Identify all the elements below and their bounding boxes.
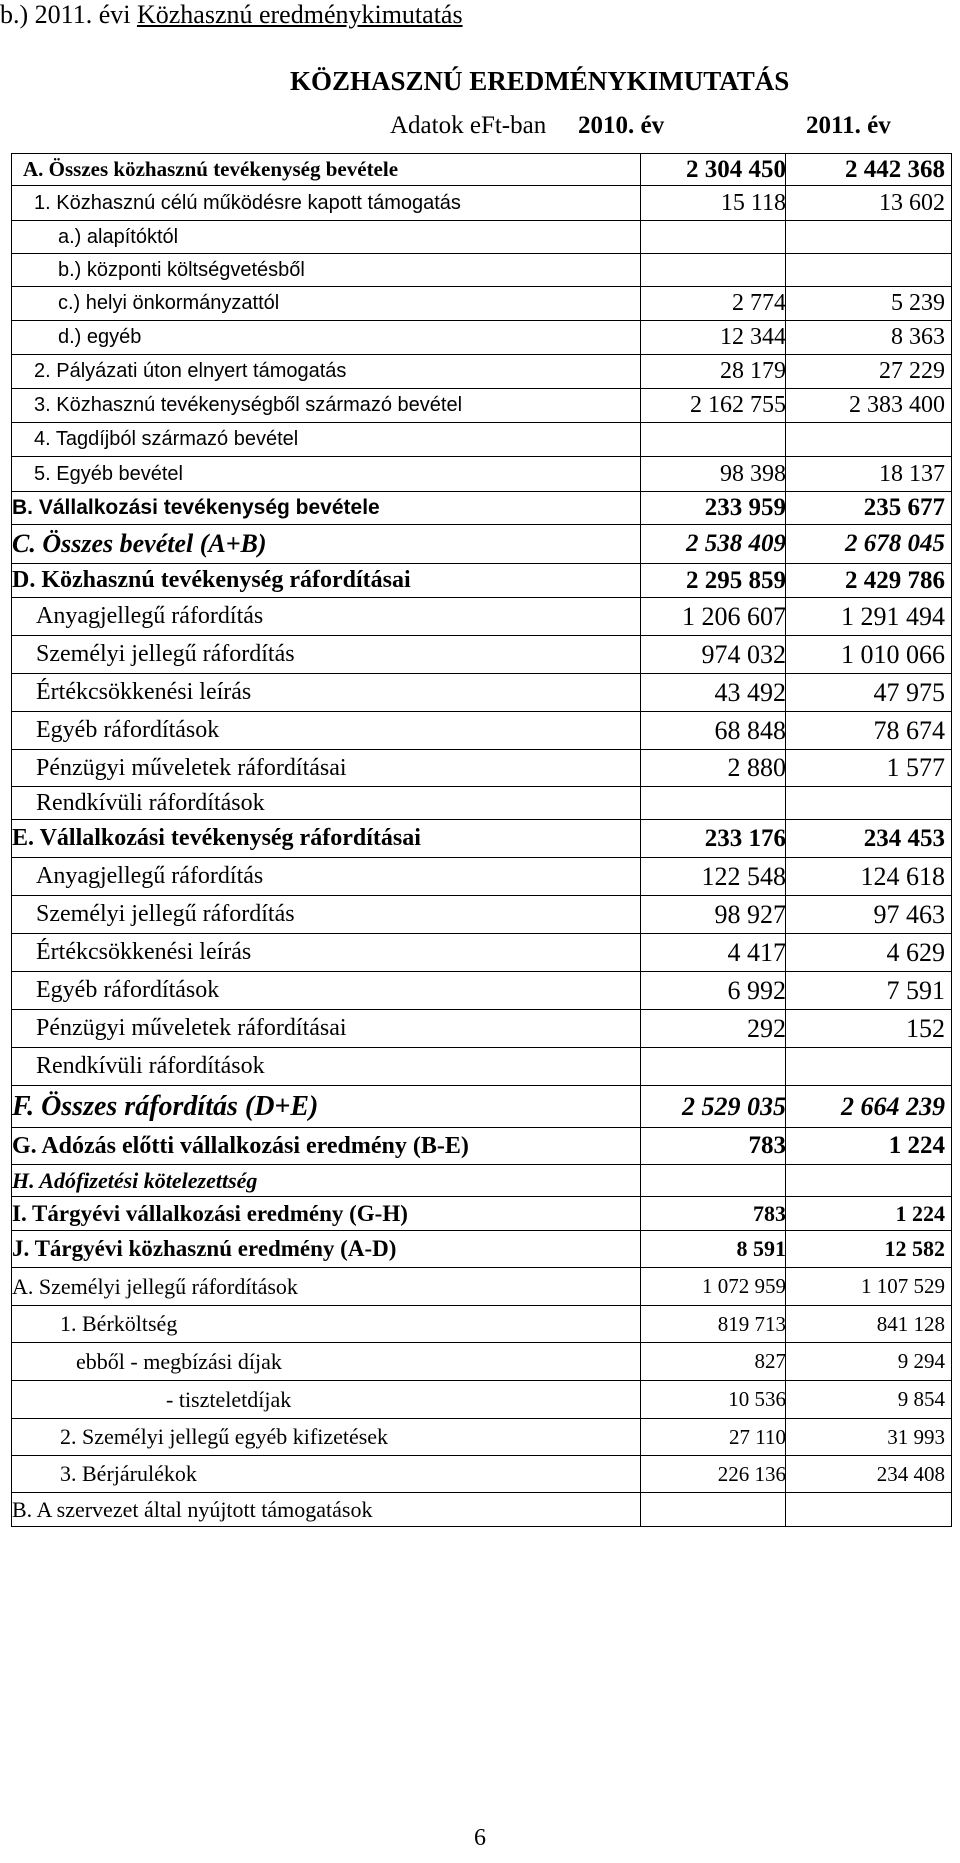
column-divider (785, 1128, 786, 1164)
column-divider (785, 1010, 786, 1047)
value-2011: 841 128 (876, 1311, 945, 1336)
column-divider (785, 321, 786, 354)
row-label: 3. Közhasznú tevékenységből származó bevétel (34, 394, 463, 416)
column-divider (785, 1419, 786, 1455)
column-divider (785, 389, 786, 422)
table-row (11, 934, 952, 972)
value-2011: 1 291 494 (841, 601, 945, 631)
value-2010: 98 927 (714, 899, 786, 929)
value-2011: 18 137 (879, 460, 945, 487)
column-divider (785, 1343, 786, 1380)
value-2011: 1 577 (886, 753, 945, 782)
value-2011: 5 239 (891, 290, 945, 316)
row-label: c.) helyi önkormányzattól (58, 292, 280, 314)
table-row (11, 1343, 952, 1381)
column-divider (785, 787, 786, 819)
row-label: a.) alapítóktól (58, 225, 179, 248)
value-2011 (795, 254, 945, 286)
value-2011: 2 678 045 (845, 530, 945, 557)
row-label: Pénzügyi műveletek ráfordításai (36, 1015, 347, 1041)
value-2010: 2 162 755 (690, 392, 786, 418)
column-divider (785, 154, 786, 185)
column-divider (785, 1306, 786, 1342)
value-2010: 6 992 (727, 975, 786, 1005)
row-label: A. Összes közhasznú tevékenység bevétele (23, 157, 399, 181)
column-divider (785, 492, 786, 524)
column-divider (785, 1165, 786, 1196)
column-divider (785, 1381, 786, 1418)
column-divider (785, 636, 786, 673)
row-label: Személyi jellegű ráfordítás (36, 641, 295, 667)
table-row (11, 1197, 952, 1231)
value-2011: 13 602 (879, 189, 945, 216)
value-2010: 4 417 (727, 937, 786, 967)
value-2010: 68 848 (714, 715, 786, 745)
row-label: Rendkívüli ráfordítások (36, 789, 265, 816)
value-2011: 2 429 786 (845, 566, 945, 594)
value-2010 (636, 221, 786, 253)
column-divider (785, 423, 786, 456)
value-2010: 292 (747, 1013, 786, 1043)
value-2010 (636, 254, 786, 286)
value-2010 (636, 423, 786, 456)
row-label: Egyéb ráfordítások (36, 977, 220, 1003)
table-row (11, 820, 952, 858)
column-divider (785, 712, 786, 749)
value-2010: 2 880 (727, 753, 786, 782)
table-row (11, 1165, 952, 1197)
value-2011 (795, 221, 945, 253)
value-2010: 2 295 859 (686, 566, 786, 594)
row-label: ebből - megbízási díjak (76, 1348, 282, 1374)
value-2010 (636, 1048, 786, 1085)
value-2011: 1 224 (895, 1200, 945, 1226)
column-divider (785, 525, 786, 563)
value-2010: 974 032 (701, 639, 786, 669)
table-row (11, 712, 952, 750)
column-divider (785, 750, 786, 786)
value-2010: 233 959 (704, 494, 786, 521)
column-divider (785, 1493, 786, 1526)
table-row (11, 1419, 952, 1456)
column-divider (785, 896, 786, 933)
value-2011: 9 854 (897, 1387, 945, 1411)
table-row (11, 858, 952, 896)
row-label: B. Vállalkozási tevékenység bevétele (12, 496, 380, 519)
value-2011: 2 664 239 (841, 1091, 945, 1121)
row-label: D. Közhasznú tevékenység ráfordításai (12, 567, 411, 593)
table-row (11, 972, 952, 1010)
table-row (11, 564, 952, 598)
value-2010: 8 591 (736, 1236, 786, 1261)
column-divider (785, 1268, 786, 1305)
table-row (11, 1268, 952, 1306)
row-label: Anyagjellegű ráfordítás (36, 603, 264, 629)
value-2010: 827 (754, 1349, 786, 1373)
table-row (11, 525, 952, 564)
value-2010: 783 (753, 1200, 786, 1226)
row-label: Egyéb ráfordítások (36, 717, 220, 743)
value-2011: 27 229 (879, 358, 945, 384)
section-heading-prefix: b.) 2011. évi (0, 0, 137, 29)
value-2011: 152 (906, 1013, 945, 1043)
column-header-2011: 2011. év (806, 112, 891, 139)
row-label: - tiszteletdíjak (166, 1386, 292, 1412)
section-heading-title: Közhasznú eredménykimutatás (136, 0, 463, 29)
row-label: Pénzügyi műveletek ráfordításai (36, 754, 347, 781)
table-row (11, 1086, 952, 1128)
column-divider (785, 674, 786, 711)
value-2011: 1 010 066 (841, 639, 945, 669)
row-label: G. Adózás előtti vállalkozási eredmény (B-E) (12, 1132, 469, 1159)
value-2010: 28 179 (720, 358, 786, 384)
column-divider (785, 186, 786, 220)
value-2011 (795, 1165, 945, 1196)
column-divider (785, 972, 786, 1009)
row-label: 2. Pályázati úton elnyert támogatás (34, 360, 347, 382)
value-2011: 1 107 529 (861, 1274, 945, 1298)
value-2011: 97 463 (873, 899, 945, 929)
row-label: I. Tárgyévi vállalkozási eredmény (G-H) (12, 1200, 408, 1226)
income-statement-table (11, 153, 952, 1527)
table-row (11, 1381, 952, 1419)
table-row (11, 457, 952, 492)
row-label: A. Személyi jellegű ráfordítások (12, 1273, 298, 1299)
row-label: Értékcsökkenési leírás (36, 939, 252, 965)
value-2011: 4 629 (886, 937, 945, 967)
column-divider (785, 1086, 786, 1127)
row-label: d.) egyéb (58, 326, 142, 348)
section-heading (0, 0, 463, 30)
column-divider (785, 858, 786, 895)
value-2011: 235 677 (863, 494, 945, 521)
column-divider (785, 254, 786, 286)
value-2011 (795, 1493, 945, 1526)
table-row (11, 787, 952, 820)
value-2010: 2 529 035 (682, 1091, 786, 1121)
row-label: 2. Személyi jellegű egyéb kifizetések (60, 1424, 389, 1449)
column-divider (785, 1197, 786, 1230)
value-2010: 27 110 (729, 1424, 786, 1449)
page-number: 6 (474, 1825, 486, 1851)
value-2010: 122 548 (701, 861, 786, 891)
row-label: Anyagjellegű ráfordítás (36, 863, 264, 889)
value-2010: 15 118 (720, 189, 786, 216)
value-2011: 9 294 (897, 1349, 945, 1373)
table-row (11, 1048, 952, 1086)
value-2011: 2 383 400 (849, 392, 945, 418)
row-label: C. Összes bevétel (A+B) (12, 529, 267, 558)
row-label: 3. Bérjárulékok (60, 1461, 197, 1486)
table-row (11, 389, 952, 423)
column-divider (785, 1231, 786, 1267)
value-2010 (636, 787, 786, 819)
table-row (11, 1456, 952, 1493)
table-row (11, 1306, 952, 1343)
value-2011: 1 224 (888, 1132, 945, 1159)
column-divider (785, 1048, 786, 1085)
table-row (11, 423, 952, 457)
value-2010: 783 (748, 1132, 786, 1159)
value-2010: 43 492 (714, 677, 786, 707)
column-divider (785, 1456, 786, 1492)
value-2010: 98 398 (720, 460, 786, 487)
table-row (11, 355, 952, 389)
value-2010: 233 176 (704, 824, 786, 852)
table-row (11, 492, 952, 525)
table-row (11, 598, 952, 636)
row-label: F. Összes ráfordítás (D+E) (12, 1090, 319, 1122)
column-header-2010: 2010. év (578, 112, 665, 139)
row-label: 1. Bérköltség (60, 1311, 178, 1336)
table-row (11, 636, 952, 674)
value-2011: 7 591 (886, 975, 945, 1005)
row-label: J. Tárgyévi közhasznú eredmény (A-D) (12, 1236, 397, 1261)
column-divider (785, 355, 786, 388)
row-label: 1. Közhasznú célú működésre kapott támogatás (34, 191, 461, 214)
table-row (11, 287, 952, 321)
value-2010 (636, 1493, 786, 1526)
row-label: 5. Egyéb bevétel (34, 462, 183, 485)
value-2010: 2 538 409 (686, 530, 786, 557)
value-2011: 47 975 (873, 677, 945, 707)
value-2010: 819 713 (717, 1311, 786, 1336)
row-label: B. A szervezet által nyújtott támogatások (12, 1496, 373, 1522)
value-2010: 2 304 450 (686, 155, 786, 183)
value-2010 (636, 1165, 786, 1196)
row-label: Értékcsökkenési leírás (36, 679, 252, 705)
column-divider (785, 564, 786, 597)
value-2010: 1 206 607 (682, 601, 786, 631)
table-row (11, 153, 952, 186)
value-2010: 12 344 (720, 324, 786, 350)
value-2011: 234 453 (863, 824, 945, 852)
table-row (11, 1128, 952, 1165)
value-2010: 10 536 (728, 1387, 786, 1411)
row-label: 4. Tagdíjból származó bevétel (34, 428, 299, 450)
row-label: b.) központi költségvetésből (58, 258, 305, 281)
table-row (11, 750, 952, 787)
table-row (11, 221, 952, 254)
column-divider (785, 934, 786, 971)
table-row (11, 1231, 952, 1268)
value-2011: 2 442 368 (845, 155, 945, 183)
column-divider (785, 820, 786, 857)
row-label: H. Adófizetési kötelezettség (12, 1167, 258, 1193)
table-row (11, 321, 952, 355)
value-2011: 234 408 (876, 1461, 945, 1486)
report-title: KÖZHASZNÚ EREDMÉNYKIMUTATÁS (290, 66, 790, 96)
unit-label: Adatok eFt-ban (390, 112, 547, 139)
value-2011 (795, 1048, 945, 1085)
column-divider (785, 287, 786, 320)
column-divider (785, 221, 786, 253)
value-2011: 31 993 (887, 1424, 945, 1449)
value-2011: 12 582 (884, 1236, 945, 1261)
column-divider (785, 457, 786, 491)
row-label: Személyi jellegű ráfordítás (36, 901, 295, 927)
table-row (11, 674, 952, 712)
row-label: Rendkívüli ráfordítások (36, 1053, 265, 1079)
table-row (11, 254, 952, 287)
column-divider (785, 598, 786, 635)
table-row (11, 1493, 952, 1527)
table-row (11, 896, 952, 934)
value-2011 (795, 787, 945, 819)
value-2011: 78 674 (873, 715, 945, 745)
value-2010: 1 072 959 (702, 1274, 786, 1298)
value-2011 (795, 423, 945, 456)
row-label: E. Vállalkozási tevékenység ráfordításai (12, 825, 421, 851)
table-row (11, 186, 952, 221)
value-2010: 226 136 (717, 1461, 786, 1486)
value-2011: 124 618 (860, 861, 945, 891)
table-row (11, 1010, 952, 1048)
value-2010: 2 774 (732, 290, 786, 316)
value-2011: 8 363 (891, 324, 945, 350)
